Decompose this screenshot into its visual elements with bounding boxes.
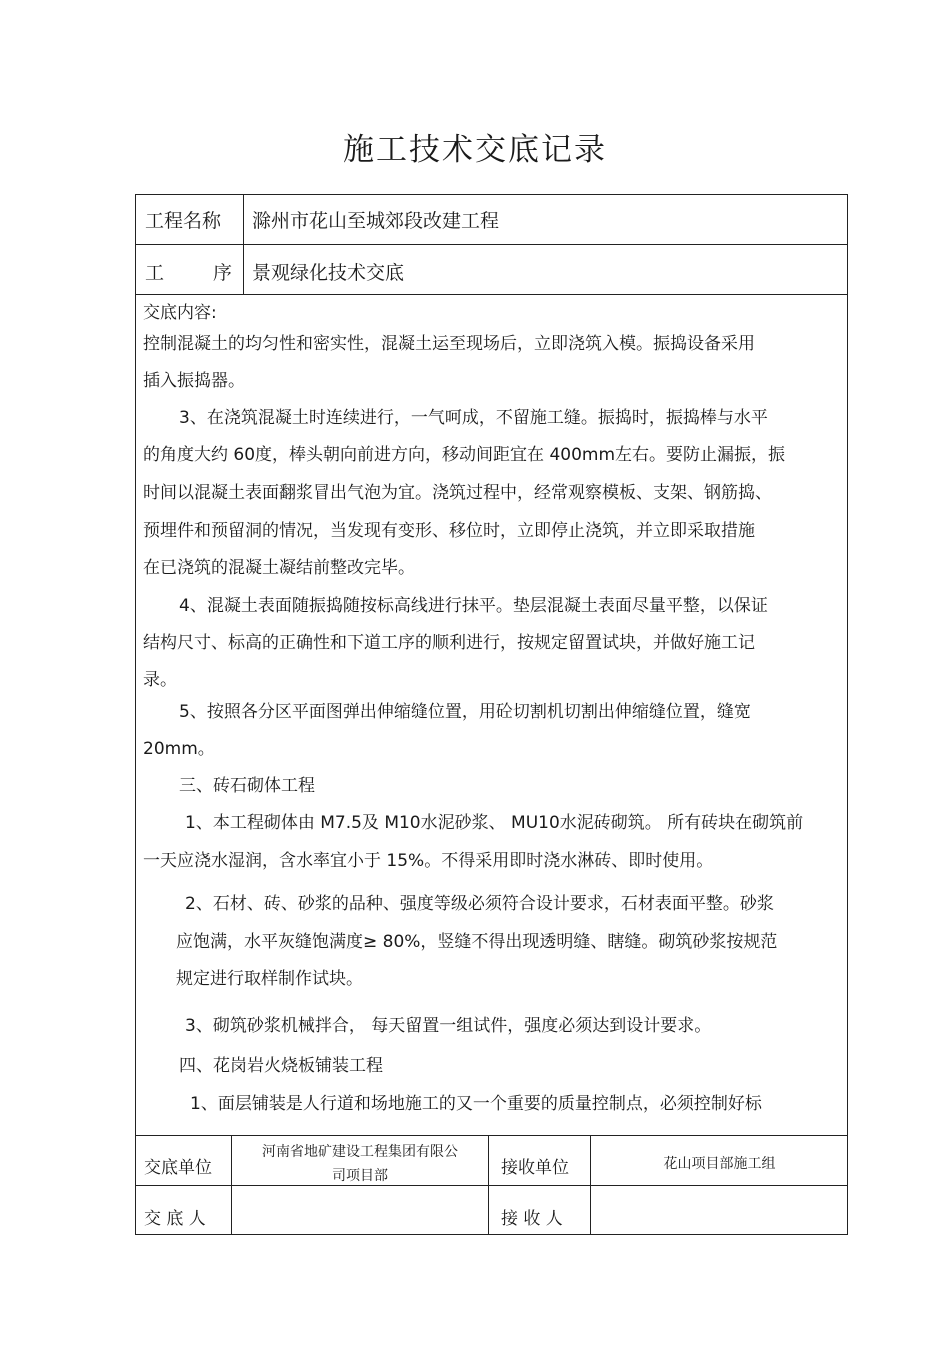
receiver-person-label: 接 收 人 xyxy=(501,1209,563,1229)
column-divider xyxy=(488,1135,489,1235)
content-heading: 交底内容: xyxy=(143,303,217,323)
column-divider xyxy=(243,194,244,294)
content-line: 的角度大约 60度，棒头朝向前进方向，移动间距宜在 400mm左右。要防止漏振，振 xyxy=(143,445,786,465)
content-line: 1、本工程砌体由 M7.5及 M10水泥砂浆、 MU10水泥砖砌筑。 所有砖块在砌筑前 xyxy=(185,813,804,833)
content-line: 在已浇筑的混凝土凝结前整改完毕。 xyxy=(143,558,415,578)
issuer-unit-value-line1: 河南省地矿建设工程集团有限公 xyxy=(262,1144,458,1160)
issuer-unit-value-line2: 司项目部 xyxy=(332,1168,388,1184)
issuer-person-label: 交 底 人 xyxy=(144,1209,206,1229)
content-line: 20mm。 xyxy=(143,739,215,759)
content-line: 规定进行取样制作试块。 xyxy=(176,969,363,989)
content-line: 控制混凝土的均匀性和密实性，混凝土运至现场后，立即浇筑入模。振捣设备采用 xyxy=(143,334,755,354)
receiver-unit-label: 接收单位 xyxy=(501,1158,569,1178)
content-line: 3、在浇筑混凝土时连续进行，一气呵成，不留施工缝。振捣时，振捣棒与水平 xyxy=(179,408,768,428)
project-name-value: 滁州市花山至城郊段改建工程 xyxy=(252,210,500,232)
section-heading: 三、砖石砌体工程 xyxy=(179,776,315,796)
row-divider xyxy=(135,244,848,245)
row-divider xyxy=(135,1135,848,1136)
content-line: 1、面层铺装是人行道和场地施工的又一个重要的质量控制点，必须控制好标 xyxy=(190,1094,762,1114)
content-line: 录。 xyxy=(143,670,177,690)
content-line: 预埋件和预留洞的情况，当发现有变形、移位时，立即停止浇筑，并立即采取措施 xyxy=(143,521,755,541)
content-line: 3、砌筑砂浆机械拌合， 每天留置一组试件，强度必须达到设计要求。 xyxy=(185,1016,712,1036)
content-line: 一天应浇水湿润，含水率宜小于 15%。不得采用即时浇水淋砖、即时使用。 xyxy=(143,851,714,871)
content-line: 2、石材、砖、砂浆的品种、强度等级必须符合设计要求，石材表面平整。砂浆 xyxy=(185,894,774,914)
procedure-value: 景观绿化技术交底 xyxy=(252,262,405,284)
issuer-unit-label: 交底单位 xyxy=(144,1158,212,1178)
procedure-label-part2: 序 xyxy=(213,262,233,284)
content-line: 结构尺寸、标高的正确性和下道工序的顺利进行，按规定留置试块，并做好施工记 xyxy=(143,633,755,653)
content-line: 5、按照各分区平面图弹出伸缩缝位置，用砼切割机切割出伸缩缝位置，缝宽 xyxy=(179,702,751,722)
content-line: 应饱满，水平灰缝饱满度≥ 80%，竖缝不得出现透明缝、瞎缝。砌筑砂浆按规范 xyxy=(176,932,778,952)
column-divider xyxy=(590,1135,591,1235)
project-name-label: 工程名称 xyxy=(145,210,222,232)
content-line: 插入振捣器。 xyxy=(143,371,245,391)
row-divider xyxy=(135,294,848,295)
content-line: 4、混凝土表面随振捣随按标高线进行抹平。垫层混凝土表面尽量平整，以保证 xyxy=(179,596,768,616)
procedure-label-part1: 工 xyxy=(145,262,165,284)
content-line: 时间以混凝土表面翻浆冒出气泡为宜。浇筑过程中，经常观察模板、支架、钢筋捣、 xyxy=(143,483,772,503)
row-divider xyxy=(135,1185,848,1186)
section-heading: 四、花岗岩火烧板铺装工程 xyxy=(179,1056,383,1076)
receiver-unit-value: 花山项目部施工组 xyxy=(663,1156,776,1172)
document-title: 施工技术交底记录 xyxy=(343,132,607,168)
